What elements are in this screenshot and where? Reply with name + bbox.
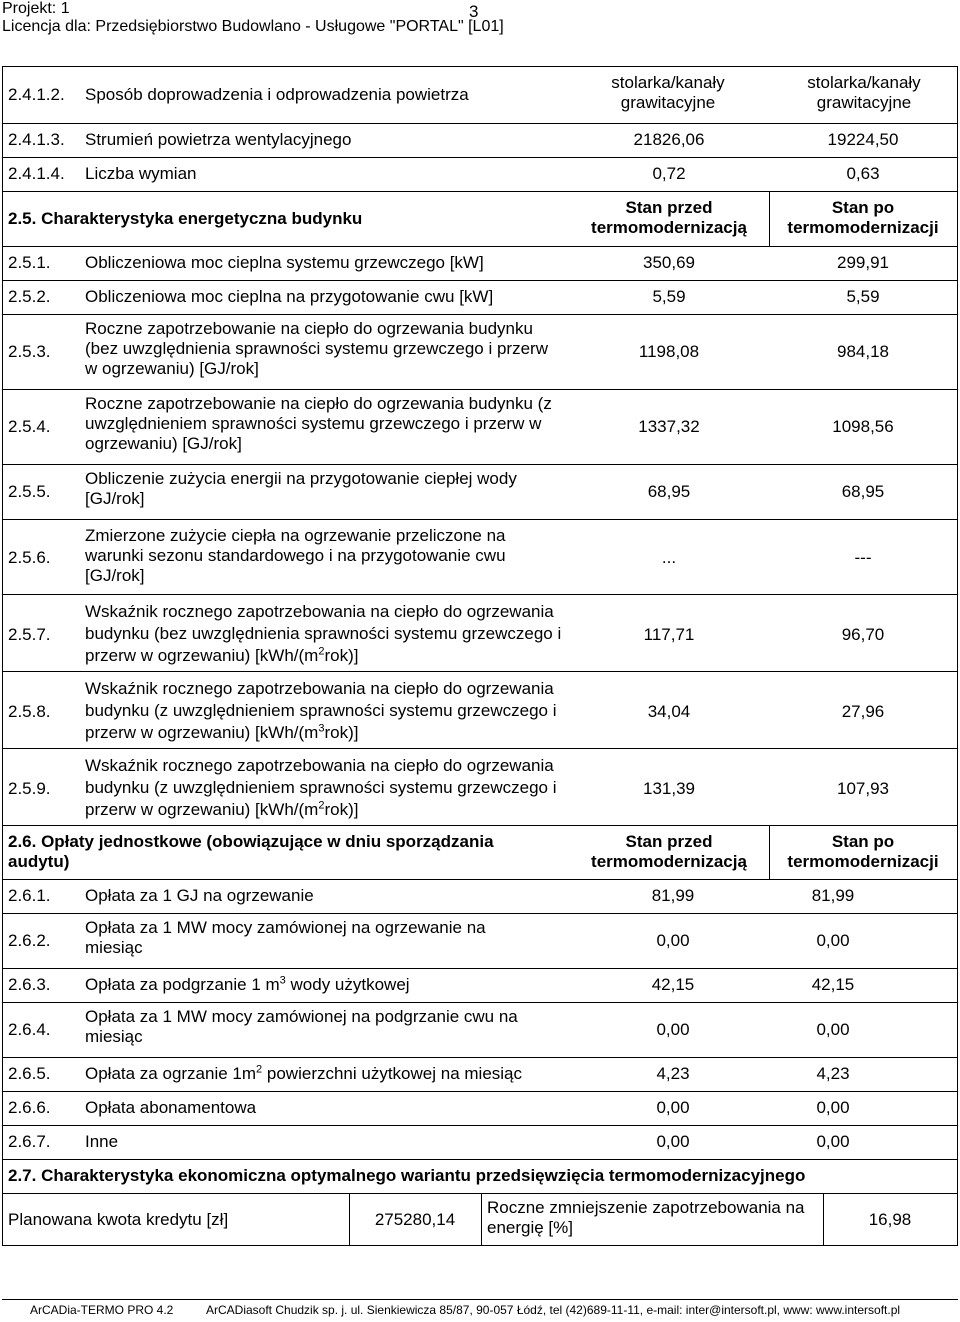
economic-row (3, 1194, 957, 1245)
value-after: 984,18 (837, 342, 889, 361)
value-after: stolarka/kanały grawitacyjne (807, 73, 921, 112)
label-text-end: wody użytkowej (285, 975, 410, 994)
value-after: 96,70 (841, 625, 885, 644)
section-title: 2.6. Opłaty jednostkowe (obowiązujące w dniu sporządzania audytu) (8, 832, 494, 871)
value-before: 1198,08 (638, 342, 700, 361)
label-text: Wskaźnik rocznego zapotrzebowania na ciepło do ogrzewania budynku (z uwzględnieniem sprawności systemu grzewczego i przerw w ogrzewaniu) [kWh/(m (85, 679, 557, 742)
value-after: 4,23 (816, 1064, 850, 1083)
unit-exponent: 3 (279, 974, 286, 987)
value-after: 19224,50 (827, 130, 899, 149)
cell-divider (481, 1194, 482, 1245)
label-text-end: rok)] (324, 800, 359, 819)
row-number: 2.6.6. (8, 1098, 51, 1117)
row-number: 2.4.1.3. (8, 130, 65, 149)
row-label (85, 678, 575, 744)
value-before: stolarka/kanały grawitacyjne (611, 73, 725, 112)
row-label: Obliczenie zużycia energii na przygotowanie ciepłej wody [GJ/rok] (85, 469, 517, 508)
footer-rule (2, 1299, 958, 1300)
section-title: 2.7. Charakterystyka ekonomiczna optymalnego wariantu przedsięwzięcia termomodernizacyjnego (8, 1166, 806, 1185)
value-before: 350,69 (643, 253, 695, 272)
row-number: 2.4.1.2. (8, 85, 65, 104)
table-row (3, 315, 957, 390)
unit-exponent: 2 (256, 1063, 263, 1076)
value-before: 5,59 (652, 287, 686, 306)
value-after: 42,15 (811, 975, 855, 994)
row-label: Obliczeniowa moc cieplna na przygotowanie cwu [kW] (85, 287, 494, 306)
value-before: 42,15 (651, 975, 695, 994)
value-before: 0,00 (656, 1132, 690, 1151)
label-text: Wskaźnik rocznego zapotrzebowania na ciepło do ogrzewania budynku (z uwzględnieniem sprawności systemu grzewczego i przerw w ogrzewaniu) [kWh/(m (85, 756, 557, 819)
value-before: 0,00 (656, 1098, 690, 1117)
footer-program: ArCADia-TERMO PRO 4.2 (30, 1303, 174, 1317)
table-row (3, 281, 957, 315)
row-label: Roczne zapotrzebowanie na ciepło do ogrzewania budynku (bez uwzględnienia sprawności systemu grzewczego i przerw w ogrzewaniu) [GJ/rok] (85, 319, 548, 378)
footer-company: ArCADiasoft Chudzik sp. j. ul. Sienkiewicza 85/87, 90-057 Łódź, tel (42)689-11-11, e-mail: inter@intersoft.pl, www: www.intersoft.pl (206, 1303, 901, 1317)
section-header (3, 1160, 957, 1194)
row-number: 2.5.4. (8, 417, 51, 436)
section-header (3, 826, 957, 880)
value-after: --- (854, 548, 872, 567)
row-label: Opłata za 1 MW mocy zamówionej na podgrzanie cwu na miesiąc (85, 1007, 518, 1046)
table-row (3, 914, 957, 969)
table-row (3, 158, 957, 192)
row-number: 2.4.1.4. (8, 164, 65, 183)
row-label: Zmierzone zużycie ciepła na ogrzewanie przeliczone na warunki sezonu standardowego i na przygotowanie cwu [GJ/rok] (85, 526, 506, 585)
column-header-after: Stan po termomodernizacji (787, 832, 939, 871)
value-after: 68,95 (841, 482, 885, 501)
label-text-end: rok)] (324, 646, 359, 665)
value-before: 1337,32 (638, 417, 700, 436)
table-row (3, 390, 957, 465)
row-number: 2.6.5. (8, 1064, 51, 1083)
row-label: Opłata za 1 GJ na ogrzewanie (85, 886, 314, 905)
value-before: 34,04 (647, 702, 691, 721)
value-before: 81,99 (651, 886, 695, 905)
table-row (3, 67, 957, 124)
row-label: Liczba wymian (85, 164, 197, 183)
license-line: Licencja dla: Przedsiębiorstwo Budowlano - Usługowe "PORTAL" [L01] (2, 18, 504, 35)
row-number: 2.5.1. (8, 253, 51, 272)
value-before: 4,23 (656, 1064, 690, 1083)
row-number: 2.5.6. (8, 548, 51, 567)
row-label: Opłata abonamentowa (85, 1098, 257, 1117)
column-header-after: Stan po termomodernizacji (787, 198, 939, 237)
row-label (85, 601, 575, 667)
row-number: 2.5.2. (8, 287, 51, 306)
credit-value: 275280,14 (374, 1210, 456, 1229)
table-row (3, 595, 957, 672)
column-divider (769, 192, 770, 247)
project-label: Projekt: 1 (2, 0, 70, 17)
table-row (3, 1092, 957, 1126)
row-label: Sposób doprowadzenia i odprowadzenia powietrza (85, 85, 469, 104)
value-after: 0,00 (816, 1132, 850, 1151)
table-row (3, 1003, 957, 1058)
value-after: 0,00 (816, 1020, 850, 1039)
table-row (3, 969, 957, 1003)
value-after: 81,99 (811, 886, 855, 905)
label-text-end: powierzchni użytkowej na miesiąc (262, 1064, 523, 1083)
row-label: Obliczeniowa moc cieplna systemu grzewczego [kW] (85, 253, 484, 272)
row-number: 2.6.4. (8, 1020, 51, 1039)
row-label (85, 755, 575, 821)
row-number: 2.5.3. (8, 342, 51, 361)
row-label (85, 1064, 555, 1084)
reduction-value: 16,98 (868, 1210, 912, 1229)
label-text: Wskaźnik rocznego zapotrzebowania na ciepło do ogrzewania budynku (bez uwzględnienia sprawności systemu grzewczego i przerw w ogrzewaniu) [kWh/(m (85, 602, 562, 665)
unit-exponent: 2 (318, 799, 325, 812)
table-row (3, 749, 957, 826)
row-label: Inne (85, 1132, 119, 1151)
row-number: 2.6.3. (8, 975, 51, 994)
value-before: 131,39 (643, 779, 695, 798)
unit-exponent: 2 (318, 645, 325, 658)
row-label (85, 975, 555, 995)
value-after: 0,00 (816, 931, 850, 950)
table-row (3, 465, 957, 520)
value-after: 5,59 (846, 287, 880, 306)
value-before: ... (661, 548, 677, 567)
row-label: Opłata za 1 MW mocy zamówionej na ogrzewanie na miesiąc (85, 918, 486, 957)
value-after: 107,93 (837, 779, 889, 798)
table-row (3, 124, 957, 158)
column-header-before: Stan przed termomodernizacją (591, 832, 747, 871)
column-divider (769, 826, 770, 880)
row-number: 2.6.7. (8, 1132, 51, 1151)
value-before: 0,00 (656, 931, 690, 950)
row-label: Strumień powietrza wentylacyjnego (85, 130, 352, 149)
table-row (3, 672, 957, 749)
value-after: 299,91 (837, 253, 889, 272)
table-row (3, 247, 957, 281)
row-number: 2.5.7. (8, 625, 51, 644)
label-text-end: rok)] (324, 723, 359, 742)
label-text: Opłata za podgrzanie 1 m (85, 975, 280, 994)
row-label: Roczne zapotrzebowanie na ciepło do ogrzewania budynku (z uwzględnieniem sprawności systemu grzewczego i przerw w ogrzewaniu) [GJ/rok] (85, 394, 552, 453)
value-before: 68,95 (647, 482, 691, 501)
section-title: 2.5. Charakterystyka energetyczna budynku (8, 209, 363, 228)
value-after: 27,96 (841, 702, 885, 721)
table-row (3, 1126, 957, 1160)
row-number: 2.5.9. (8, 779, 51, 798)
value-before: 0,00 (656, 1020, 690, 1039)
credit-label: Planowana kwota kredytu [zł] (8, 1210, 229, 1229)
value-before: 117,71 (643, 625, 695, 644)
row-number: 2.6.1. (8, 886, 51, 905)
value-after: 0,63 (846, 164, 880, 183)
value-before: 0,72 (652, 164, 686, 183)
value-after: 0,00 (816, 1098, 850, 1117)
reduction-label: Roczne zmniejszenie zapotrzebowania na energię [%] (487, 1198, 805, 1237)
label-text: Opłata za ogrzanie 1m (85, 1064, 257, 1083)
row-number: 2.5.8. (8, 702, 51, 721)
table-row (3, 520, 957, 595)
row-number: 2.6.2. (8, 931, 51, 950)
table-row (3, 880, 957, 914)
data-table (2, 66, 958, 1246)
value-after: 1098,56 (832, 417, 894, 436)
row-number: 2.5.5. (8, 482, 51, 501)
column-header-before: Stan przed termomodernizacją (591, 198, 747, 237)
page-number: 3 (469, 2, 479, 21)
value-before: 21826,06 (633, 130, 705, 149)
section-header (3, 192, 957, 247)
table-row (3, 1058, 957, 1092)
unit-exponent: 3 (318, 722, 325, 735)
